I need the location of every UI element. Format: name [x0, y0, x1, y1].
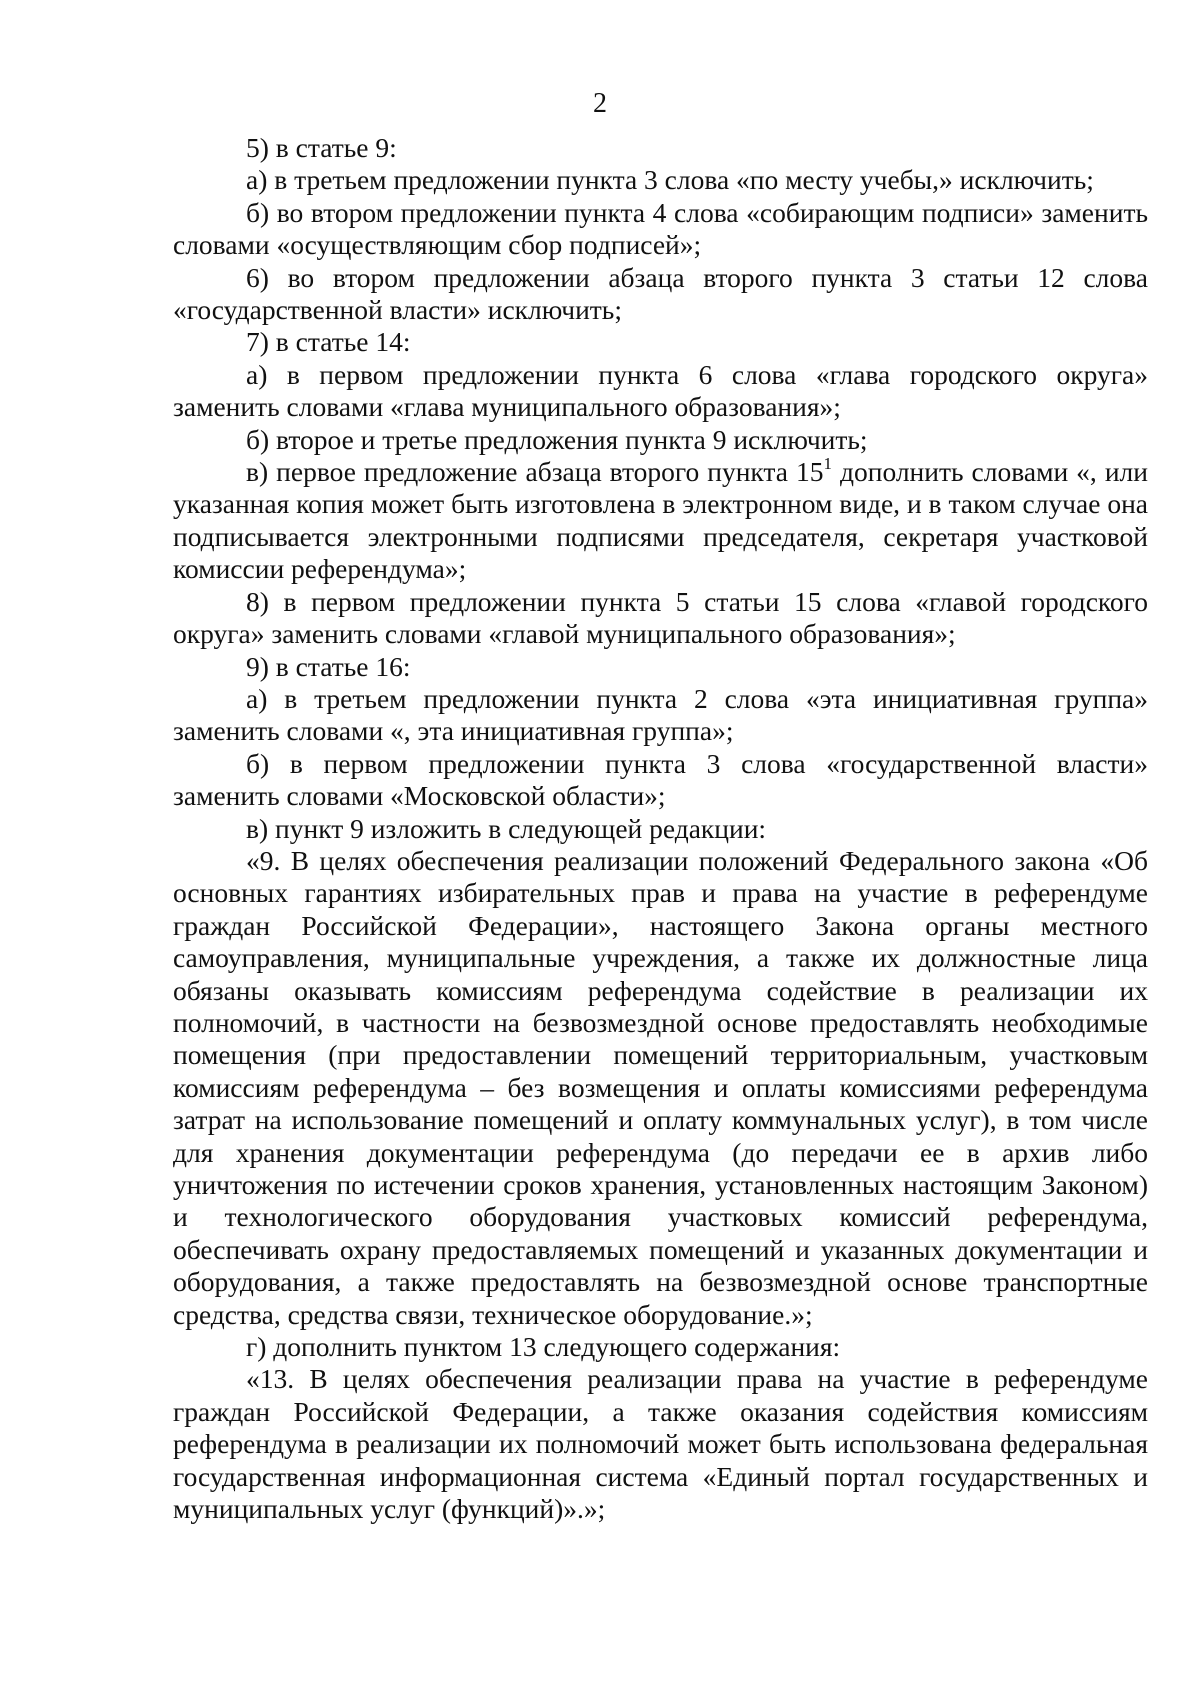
paragraph-item-7b: б) второе и третье предложения пункта 9 исключить; [246, 423, 868, 455]
document-body [173, 132, 1148, 1525]
paragraph-item-7v [173, 456, 1148, 586]
paragraph-item-9: 9) в статье 16: [246, 650, 411, 682]
paragraph-item-9a: а) в третьем предложении пункта 2 слова «эта инициативная группа» заменить словами «, эта инициативная группа»; [173, 682, 1148, 747]
paragraph-item-5b: б) во втором предложении пункта 4 слова «собирающим подписи» заменить словами «осуществляющим сбор подписей»; [173, 196, 1148, 261]
paragraph-item-7v-before: в) первое предложение абзаца второго пункта 15 [246, 456, 824, 488]
paragraph-item-7a: а) в первом предложении пункта 6 слова «глава городского округа» заменить словами «глава муниципального образования»; [173, 358, 1148, 423]
paragraph-item-5: 5) в статье 9: [246, 132, 397, 163]
paragraph-item-8: 8) в первом предложении пункта 5 статьи 15 слова «главой городского округа» заменить словами «главой муниципального образования»; [173, 585, 1148, 650]
paragraph-item-9b: б) в первом предложении пункта 3 слова «государственной власти» заменить словами «Московской области»; [173, 747, 1148, 812]
superscript: 1 [823, 454, 832, 474]
paragraph-item-5a: а) в третьем предложении пункта 3 слова «по месту учебы,» исключить; [246, 164, 1094, 196]
paragraph-item-6: 6) во втором предложении абзаца второго пункта 3 статьи 12 слова «государственной власти» исключить; [173, 261, 1148, 326]
paragraph-item-7: 7) в статье 14: [246, 326, 411, 358]
page-number: 2 [593, 88, 607, 119]
paragraph-item-7v-after: дополнить словами «, или указанная копия может быть изготовлена в электронном виде, и в таком случае она подписывается электронными подписями председателя, секретаря участковой комиссии референдума»; [173, 456, 1148, 585]
paragraph-item-9g: г) дополнить пунктом 13 следующего содержания: [246, 1331, 841, 1363]
paragraph-quote-9: «9. В целях обеспечения реализации положений Федерального закона «Об основных гарантиях избирательных прав и права на участие в референдуме граждан Российской Федерации», настоящего Закона органы местного самоуправления, муниципальные учреждения, а также их должностные лица обязаны оказывать комиссиям референдума содействие в реализации их полномочий, в частности на безвозмездной основе предоставлять необходимые помещения (при предоставлении помещений территориальным, участковым комиссиям референдума – без возмещения и оплаты комиссиями референдума затрат на использование помещений и оплату коммунальных услуг), в том числе для хранения документации референдума (до передачи ее в архив либо уничтожения по истечении сроков хранения, установленных настоящим Законом) и технологического оборудования участковых комиссий референдума, обеспечивать охрану предоставляемых помещений и указанных документации и оборудования, а также предоставлять на безвозмездной основе транспортные средства, средства связи, техническое оборудование.»; [173, 844, 1148, 1330]
paragraph-quote-13: «13. В целях обеспечения реализации права на участие в референдуме граждан Российской Федерации, а также оказания содействия комиссиям референдума в реализации их полномочий может быть использована федеральная государственная информационная система «Единый портал государственных и муниципальных услуг (функций)».»; [173, 1363, 1148, 1525]
paragraph-item-9v: в) пункт 9 изложить в следующей редакции: [246, 812, 767, 844]
